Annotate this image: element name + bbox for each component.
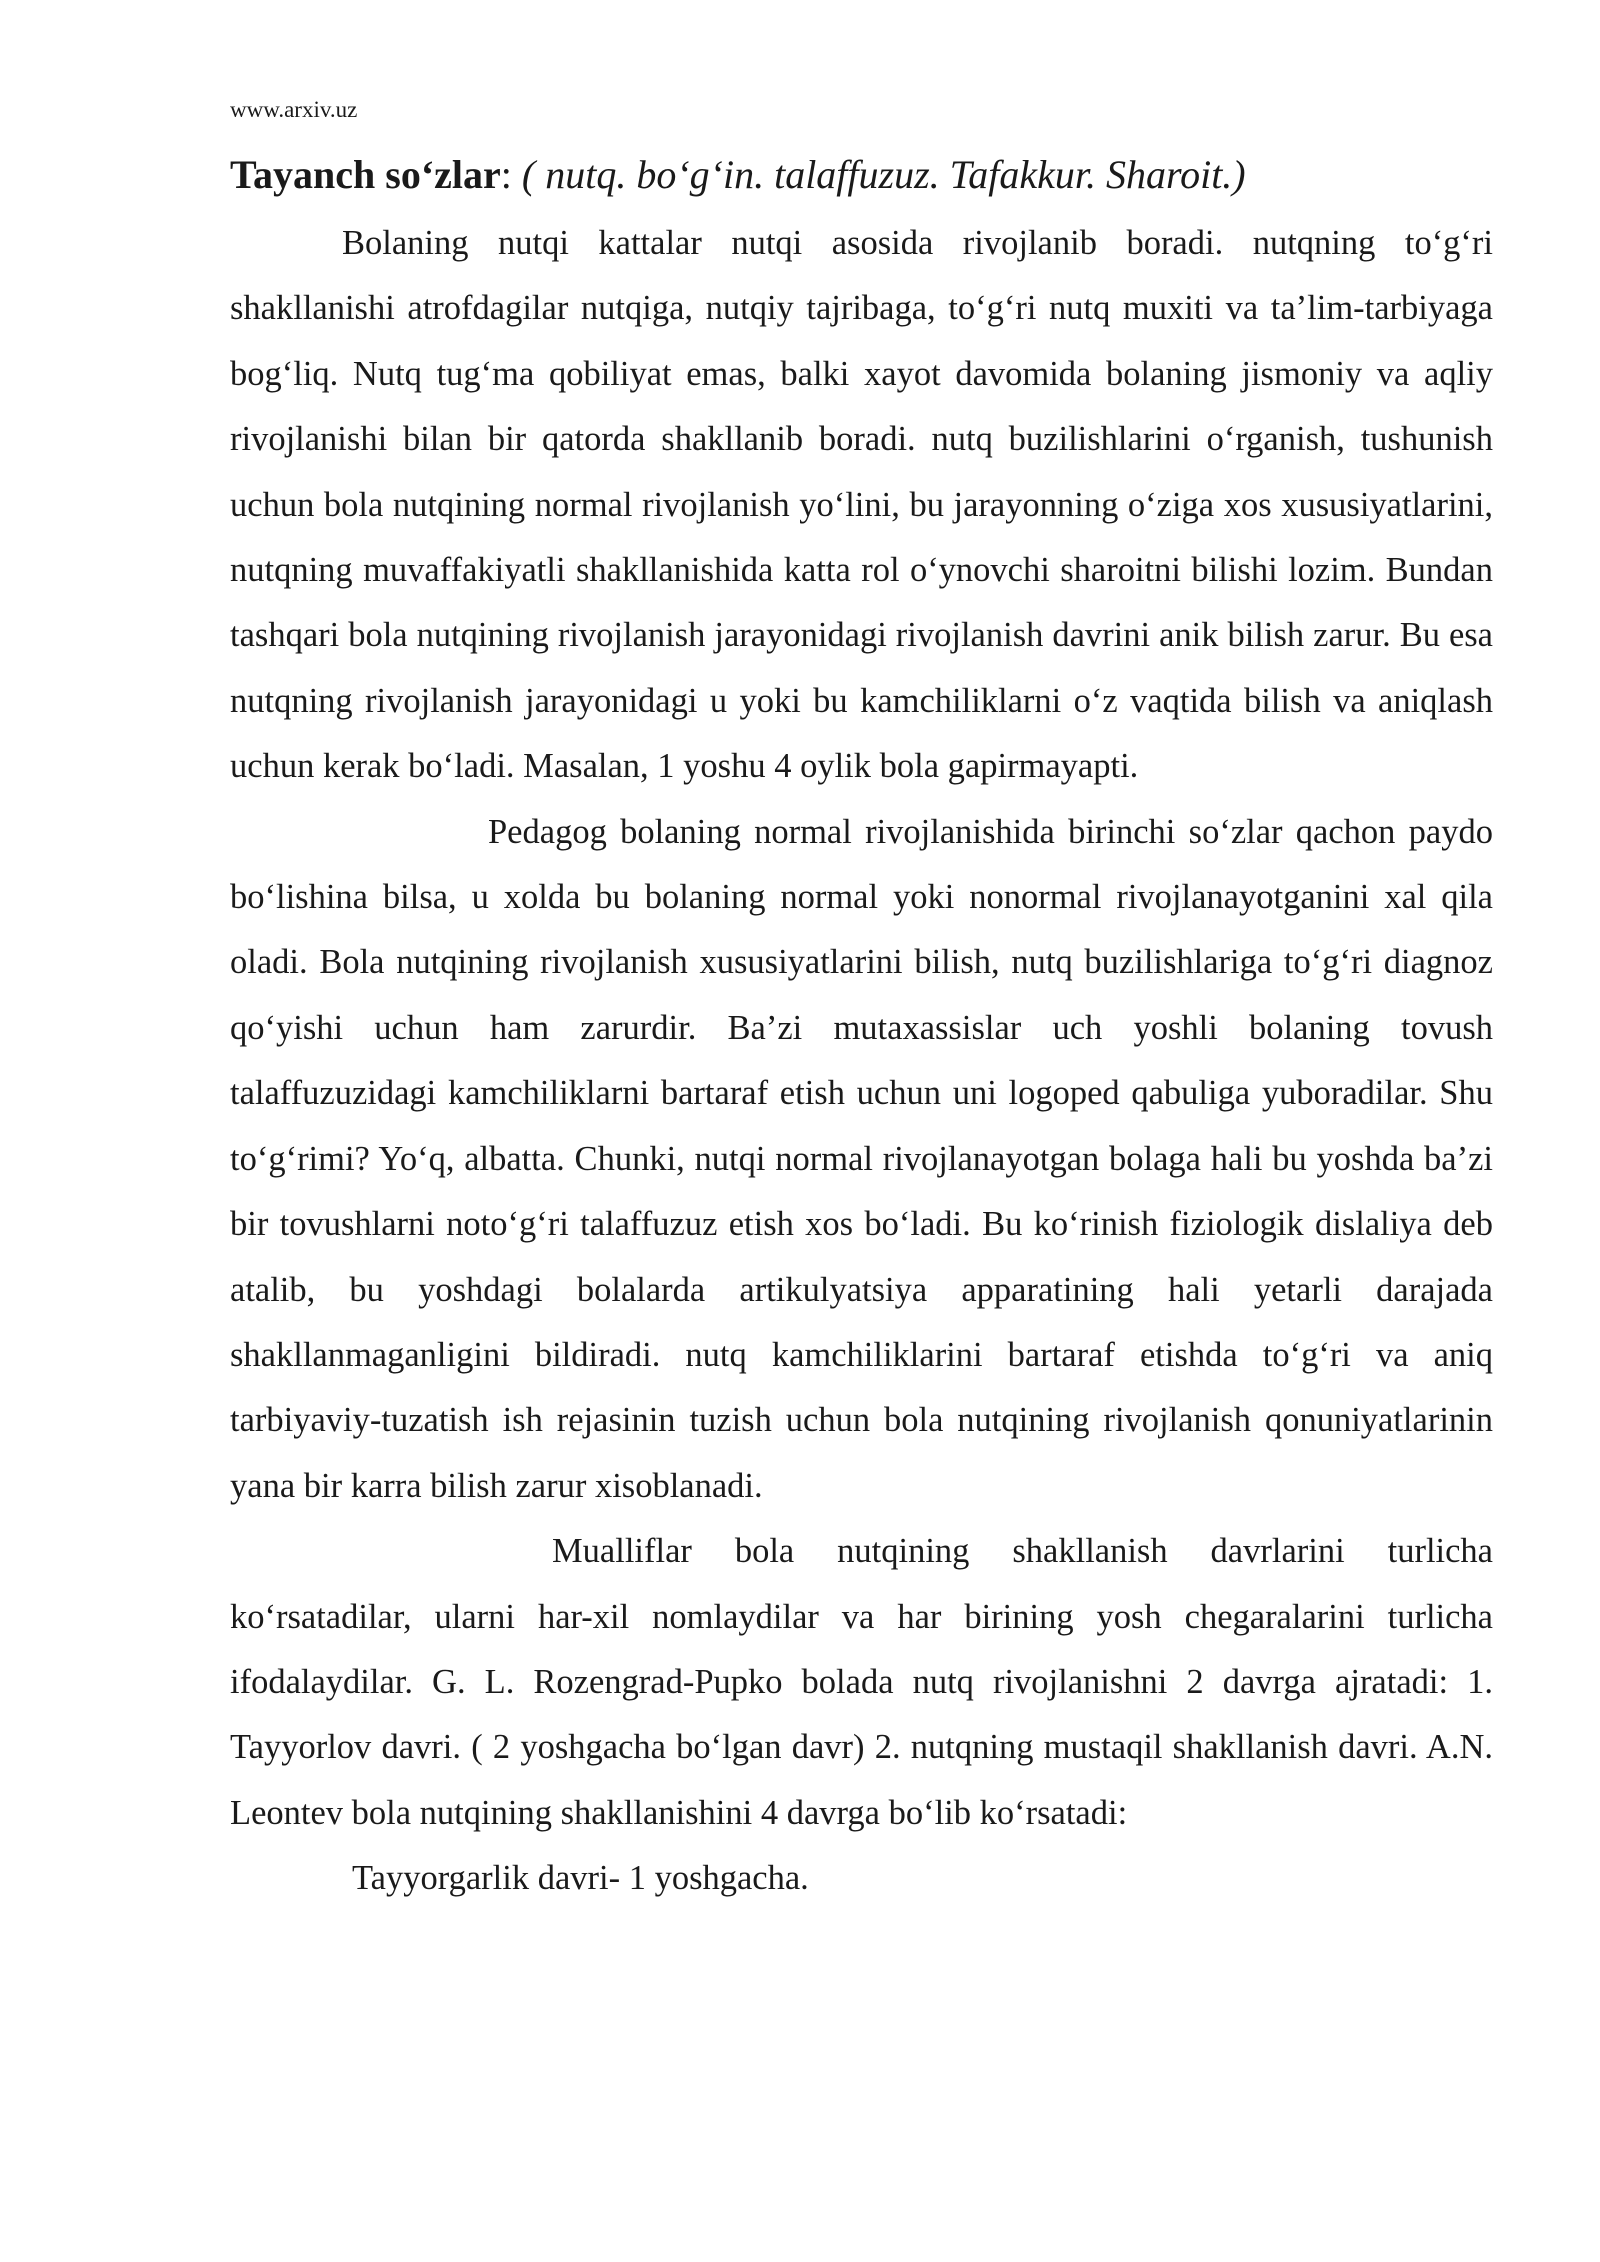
document-page (230, 95, 1493, 1912)
keywords-separator: : (500, 152, 522, 197)
keywords-line (230, 147, 1493, 203)
paragraph-pedagog: Pedagog bolaning normal rivojlanishida birinchi so‘zlar qachon paydo bo‘lishina bilsa, u xolda bu bolaning normal yoki nonormal rivojlanayotganini xal qila oladi. Bola nutqining rivojlanish xususiyatlarini bilish, nutq buzilishlariga to‘g‘ri diagnoz qo‘yishi uchun ham zarurdir. Ba’zi mutaxassislar uch yoshli bolaning tovush talaffuzuzidagi kamchiliklarni bartaraf etish uchun uni logoped qabuliga yuboradilar. Shu to‘g‘rimi? Yo‘q, albatta. Chunki, nutqi normal rivojlanayotgan bolaga hali bu yoshda ba’zi bir tovushlarni noto‘g‘ri talaffuzuz etish xos bo‘ladi. Bu ko‘rinish fiziologik dislaliya deb atalib, bu yoshdagi bolalarda artikulyatsiya apparatining hali yetarli darajada shakllanmaganligini bildiradi. nutq kamchiliklarini bartaraf etishda to‘g‘ri va aniq tarbiyaviy-tuzatish ish rejasinin tuzish uchun bola nutqining rivojlanish qonuniyatlarinin yana bir karra bilish zarur xisoblanadi. (230, 812, 1493, 1505)
paragraph-preparation-period: Tayyorgarlik davri- 1 yoshgacha. (352, 1859, 809, 1898)
keywords-label: Tayanch so‘zlar (230, 152, 501, 197)
keywords-list: ( nutq. bo‘g‘in. talaffuzuz. Tafakkur. Sharoit.) (521, 152, 1246, 197)
site-url: www.arxiv.uz (230, 97, 358, 122)
paragraph-authors: Mualliflar bola nutqining shakllanish davrlarini turlicha ko‘rsatadilar, ularni har-xil nomlaydilar va har birining yosh chegaralarini turlicha ifodalaydilar. G. L. Rozengrad-Pupko bolada nutq rivojlanishni 2 davrga ajratadi: 1. Tayyorlov davri. ( 2 yoshgacha bo‘lgan davr) 2. nutqning mustaqil shakllanish davri. A.N. Leontev bola nutqining shakllanishini 4 davrga bo‘lib ko‘rsatadi: (230, 1532, 1493, 1832)
paragraph-speech-development: Bolaning nutqi kattalar nutqi asosida rivojlanib boradi. nutqning to‘g‘ri shakllanishi atrofdagilar nutqiga, nutqiy tajribaga, to‘g‘ri nutq muxiti va ta’lim-tarbiyaga bog‘liq. Nutq tug‘ma qobiliyat emas, balki xayot davomida bolaning jismoniy va aqliy rivojlanishi bilan bir qatorda shakllanib boradi. nutq buzilishlarini o‘rganish, tushunish uchun bola nutqining normal rivojlanish yo‘lini, bu jarayonning o‘ziga xos xususiyatlarini, nutqning muvaffakiyatli shakllanishida katta rol o‘ynovchi sharoitni bilishi lozim. Bundan tashqari bola nutqining rivojlanish jarayonidagi rivojlanish davrini anik bilish zarur. Bu esa nutqning rivojlanish jarayonidagi u yoki bu kamchiliklarni o‘z vaqtida bilish va aniqlash uchun kerak bo‘ladi. Masalan, 1 yoshu 4 oylik bola gapirmayapti. (230, 224, 1493, 786)
